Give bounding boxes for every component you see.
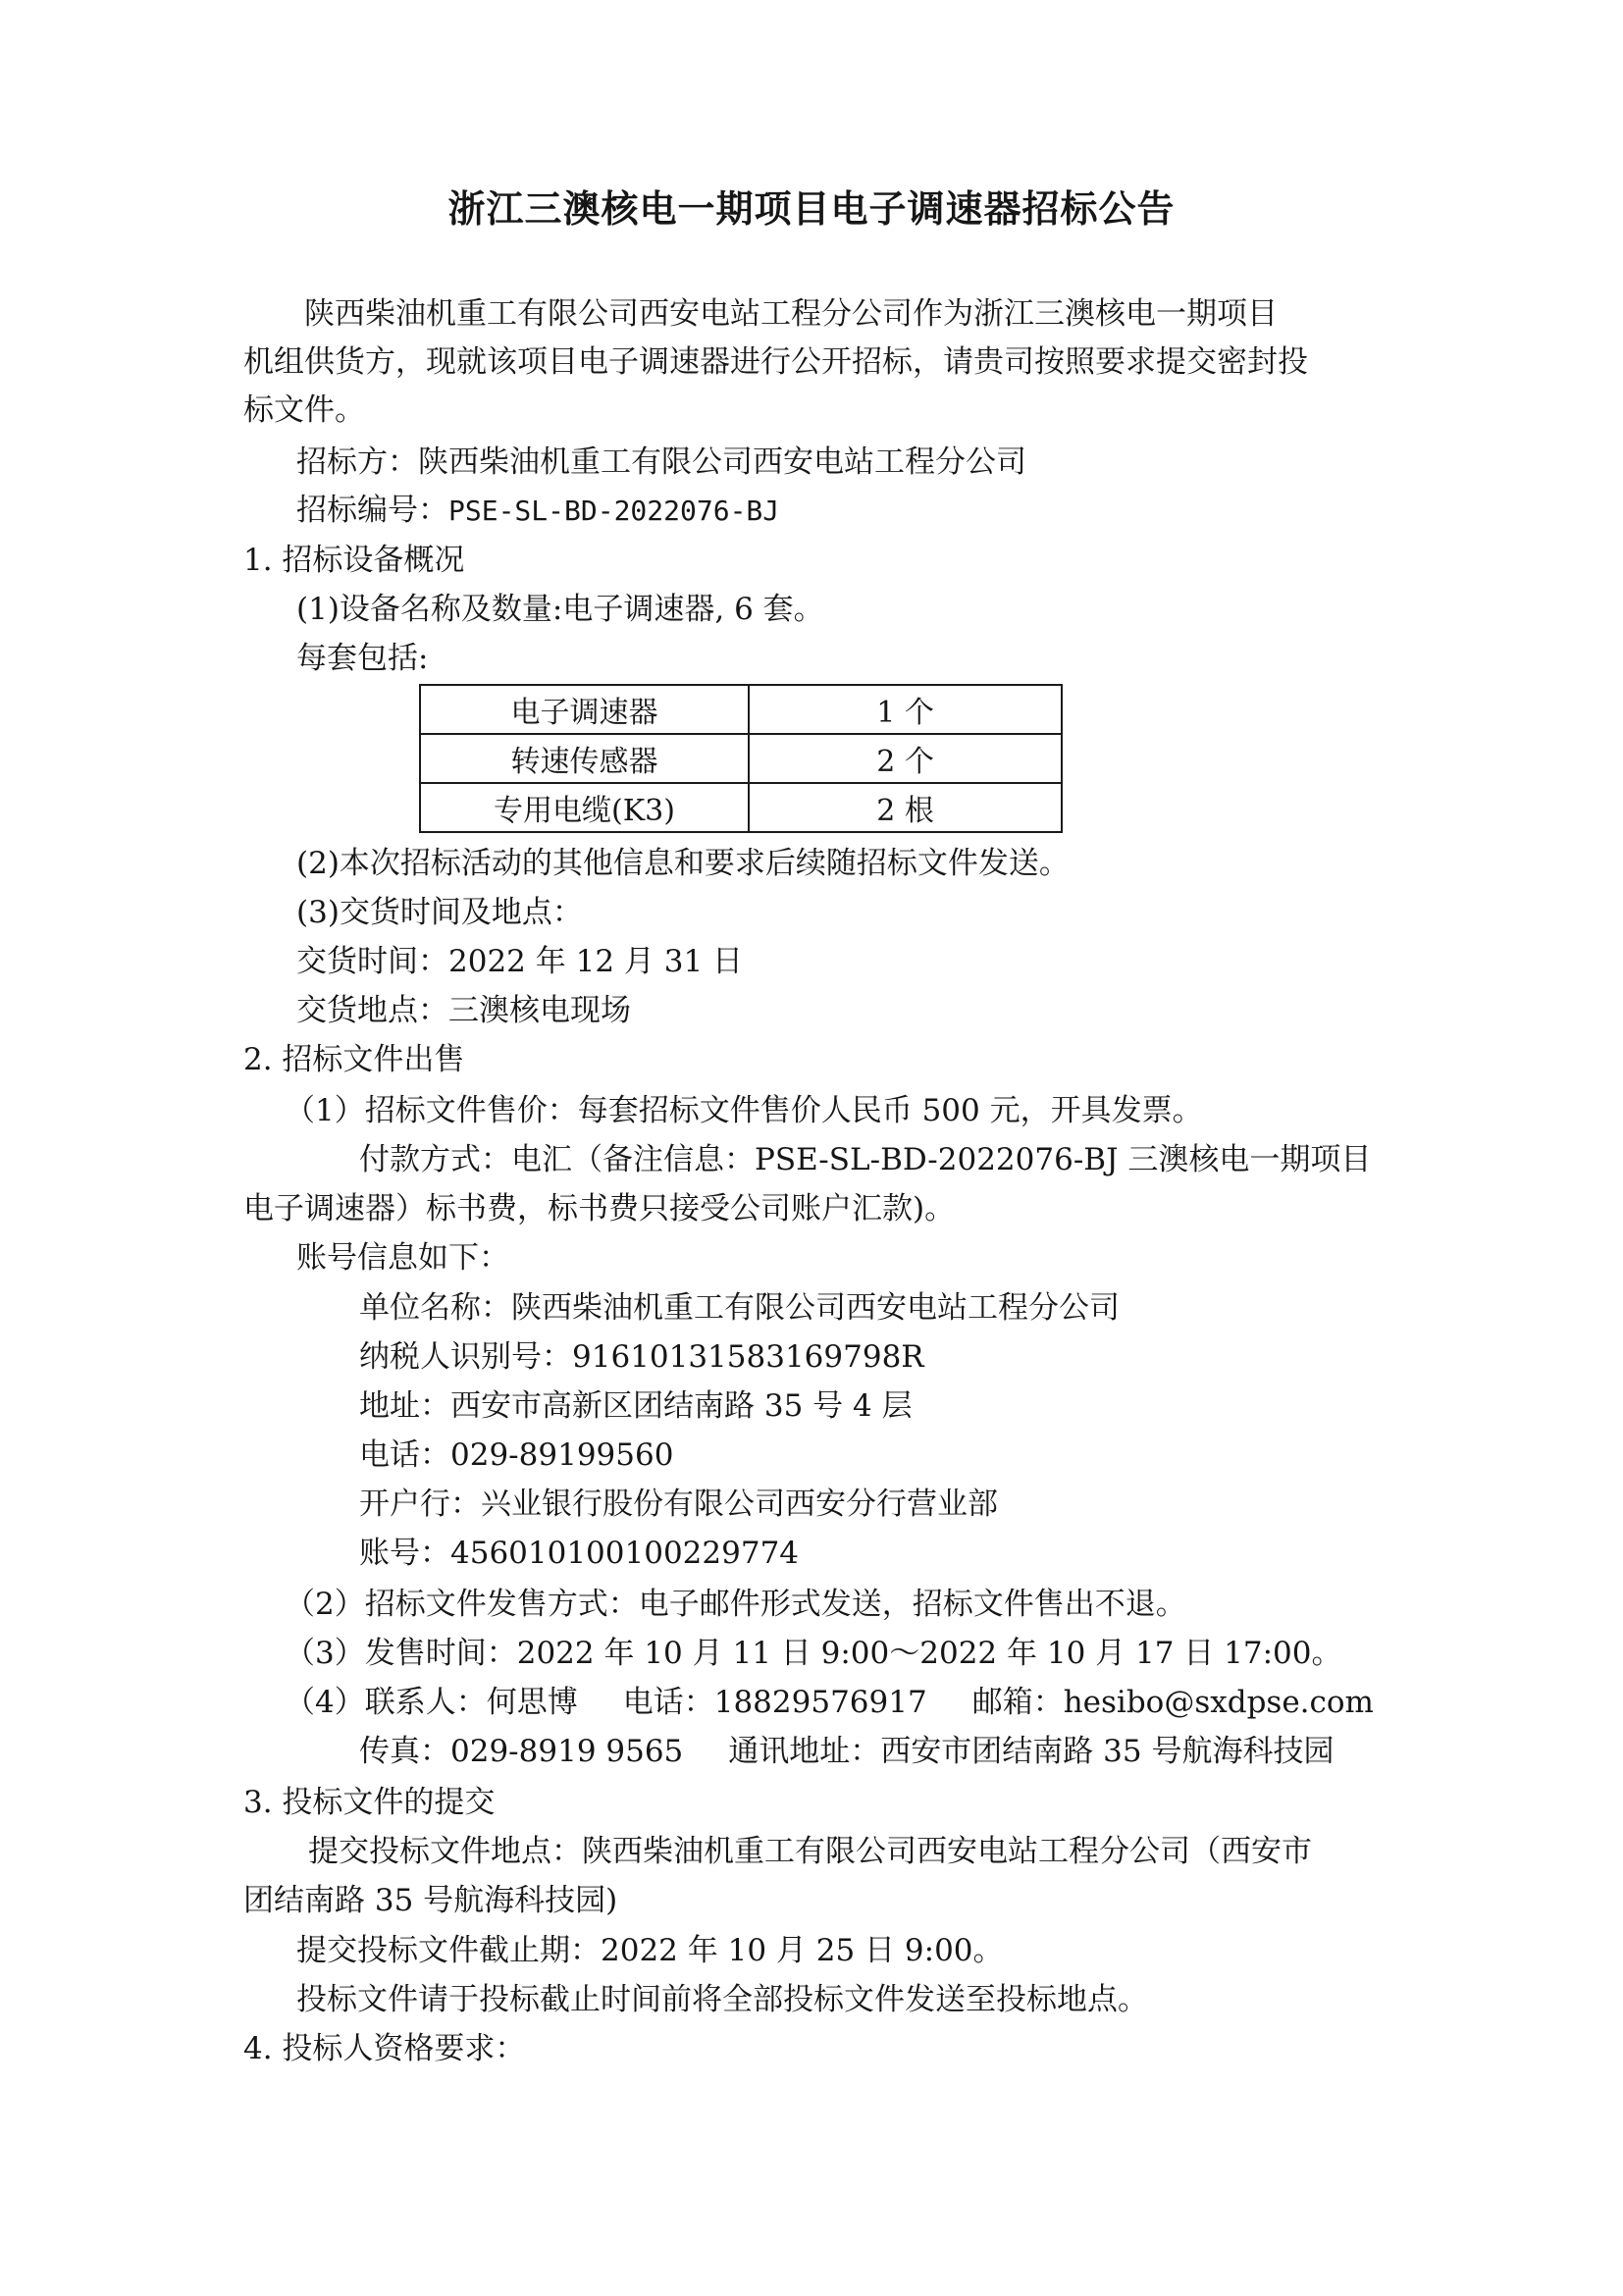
section-4-heading: 4. 投标人资格要求： <box>243 2031 526 2066</box>
sale-method: （2）招标文件发售方式：电子邮件形式发送，招标文件售出不退。 <box>285 1587 1186 1622</box>
fax-line <box>359 1732 1334 1771</box>
account-bank: 开户行：兴业银行股份有限公司西安分行营业部 <box>359 1487 998 1522</box>
section-3-heading: 3. 投标文件的提交 <box>243 1785 496 1820</box>
sale-time: （3）发售时间：2022 年 10 月 11 日 9:00～2022 年 10 月 17 日 17:00。 <box>285 1636 1342 1671</box>
section-1-heading: 1. 招标设备概况 <box>243 543 465 578</box>
other-info-line: (2)本次招标活动的其他信息和要求后续随招标文件发送。 <box>296 846 1070 881</box>
account-heading: 账号信息如下： <box>296 1240 509 1276</box>
account-unit: 单位名称：陕西柴油机重工有限公司西安电站工程分公司 <box>359 1290 1120 1326</box>
table-row <box>420 685 1062 734</box>
equipment-line: (1)设备名称及数量:电子调速器, 6 套。 <box>296 592 824 627</box>
price-line: （1）招标文件售价：每套招标文件售价人民币 500 元，开具发票。 <box>285 1093 1203 1128</box>
item-name: 转速传感器 <box>420 734 749 783</box>
section-2-heading: 2. 招标文件出售 <box>243 1042 465 1077</box>
item-name: 专用电缆(K3) <box>420 783 749 832</box>
delivery-time: 交货时间：2022 年 12 月 31 日 <box>296 944 744 979</box>
submission-note: 投标文件请于投标截止时间前将全部投标文件发送至投标地点。 <box>296 1982 1148 2017</box>
tender-no-label: 招标编号： <box>296 493 448 528</box>
table-row <box>420 783 1062 832</box>
tenderer-line <box>296 443 1026 482</box>
contact-email: 邮箱：hesibo@sxdpse.com <box>971 1685 1374 1720</box>
tenderer-label: 招标方： <box>296 444 418 480</box>
item-name: 电子调速器 <box>420 685 749 734</box>
page-title: 浙江三澳核电一期项目电子调速器招标公告 <box>447 187 1176 231</box>
submission-place-line-2: 团结南路 35 号航海科技园) <box>243 1883 618 1918</box>
item-qty: 2 个 <box>749 734 1062 783</box>
delivery-heading: (3)交货时间及地点： <box>296 895 583 930</box>
account-phone: 电话：029-89199560 <box>359 1437 674 1473</box>
tender-no-line <box>296 491 779 531</box>
item-qty: 1 个 <box>749 685 1062 734</box>
contact-phone: 电话：18829576917 <box>622 1685 927 1720</box>
fax-number: 传真：029-8919 9565 <box>359 1734 684 1769</box>
payment-line-1: 付款方式：电汇（备注信息：PSE-SL-BD-2022076-BJ 三澳核电一期项目 <box>359 1142 1372 1177</box>
delivery-place: 交货地点：三澳核电现场 <box>296 993 631 1028</box>
mail-address: 通讯地址：西安市团结南路 35 号航海科技园 <box>728 1734 1335 1769</box>
contact-line <box>285 1683 1374 1722</box>
intro-line-1: 陕西柴油机重工有限公司西安电站工程分公司作为浙江三澳核电一期项目 <box>304 296 1278 332</box>
equipment-table <box>419 684 1063 833</box>
item-qty: 2 根 <box>749 783 1062 832</box>
payment-line-2: 电子调速器）标书费，标书费只接受公司账户汇款)。 <box>243 1191 956 1226</box>
submission-deadline: 提交投标文件截止期：2022 年 10 月 25 日 9:00。 <box>296 1933 1004 1968</box>
submission-place-line-1: 提交投标文件地点：陕西柴油机重工有限公司西安电站工程分公司（西安市 <box>308 1834 1312 1869</box>
per-set-label: 每套包括: <box>296 641 429 676</box>
account-address: 地址：西安市高新区团结南路 35 号 4 层 <box>359 1388 913 1424</box>
account-number: 账号：456010100100229774 <box>359 1536 800 1571</box>
intro-line-2: 机组供货方，现就该项目电子调速器进行公开招标，请贵司按照要求提交密封投 <box>243 344 1308 380</box>
account-tax-id: 纳税人识别号：91610131583169798R <box>359 1339 924 1375</box>
table-row <box>420 734 1062 783</box>
contact-person: （4）联系人：何思博 <box>285 1685 578 1720</box>
intro-line-3: 标文件。 <box>243 392 365 428</box>
tenderer-value: 陕西柴油机重工有限公司西安电站工程分公司 <box>418 444 1026 480</box>
tender-no-value: PSE-SL-BD-2022076-BJ <box>448 495 780 527</box>
